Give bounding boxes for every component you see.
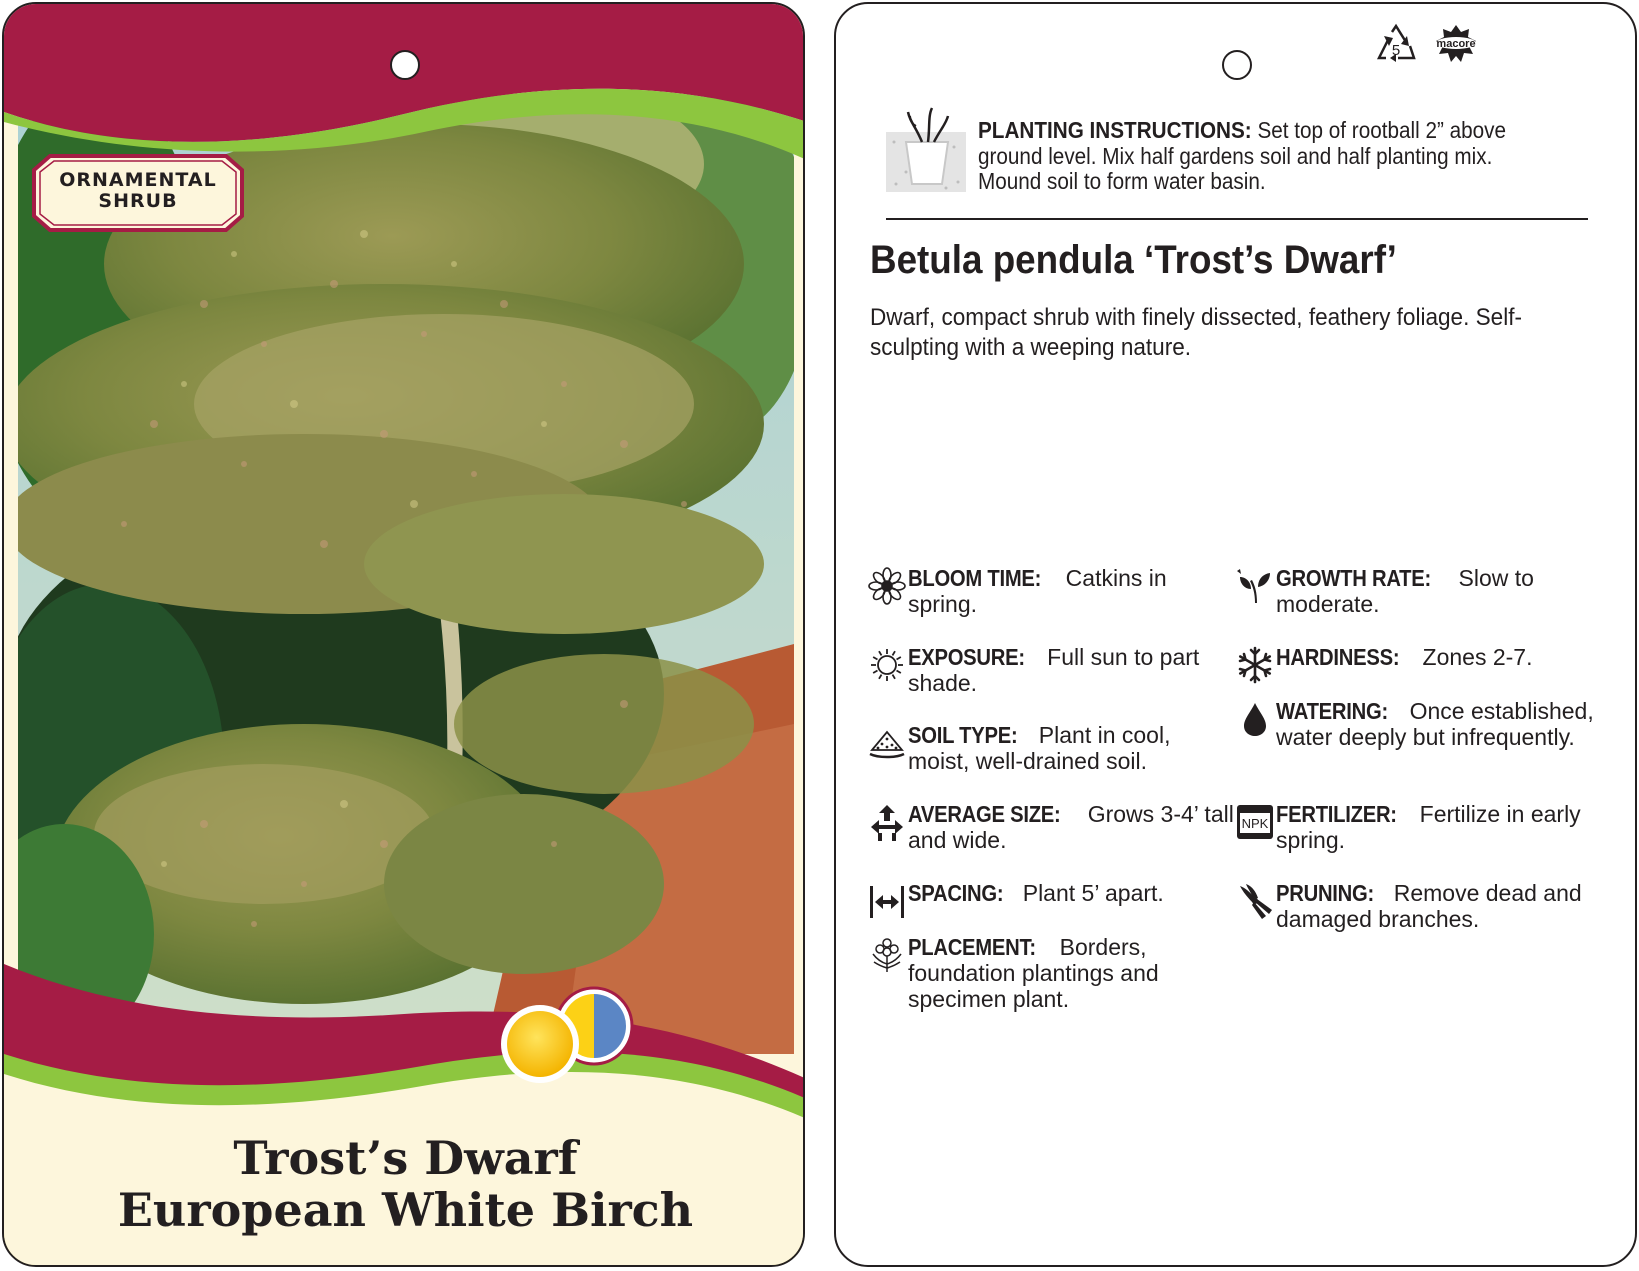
attribute-soil-type bbox=[908, 722, 1238, 774]
brand-logo-text: macore bbox=[1436, 38, 1476, 50]
size-icon bbox=[868, 803, 906, 841]
npk-icon bbox=[1236, 803, 1274, 841]
category-badge-text bbox=[34, 170, 242, 212]
attribute-bloom-time bbox=[908, 565, 1238, 617]
sun-icon bbox=[501, 1005, 579, 1083]
badge-line-1: ORNAMENTAL bbox=[59, 169, 217, 191]
attribute-pruning bbox=[1276, 880, 1606, 932]
spacing-icon bbox=[868, 882, 906, 920]
soil-icon bbox=[868, 724, 906, 762]
attribute-label: SPACING: bbox=[908, 880, 1004, 906]
recycle-number: 5 bbox=[1391, 42, 1401, 59]
snowflake-icon bbox=[1236, 646, 1274, 684]
attribute-watering bbox=[1276, 698, 1606, 750]
attribute-value: Zones 2-7. bbox=[1416, 644, 1533, 670]
attribute-exposure bbox=[908, 644, 1238, 696]
attribute-average-size bbox=[908, 801, 1238, 853]
hang-hole bbox=[390, 50, 420, 80]
placement-icon bbox=[868, 936, 906, 974]
divider bbox=[886, 218, 1588, 220]
attribute-value: Once established, water deeply but infrequently. bbox=[1276, 698, 1594, 750]
attribute-value: Fertilize in early spring. bbox=[1276, 801, 1581, 853]
attribute-value: Catkins in spring. bbox=[908, 565, 1167, 617]
planting-instructions-label: PLANTING INSTRUCTIONS: bbox=[978, 117, 1252, 143]
common-name-line-1: Trost’s Dwarf bbox=[233, 1131, 578, 1185]
attribute-label: BLOOM TIME: bbox=[908, 565, 1042, 591]
attribute-spacing bbox=[908, 880, 1238, 906]
planting-instructions-text: Set top of rootball 2” above ground level. Mix half gardens soil and half planting mix. Mound soil to form water basin. bbox=[978, 117, 1507, 194]
attribute-label: SOIL TYPE: bbox=[908, 722, 1018, 748]
sun-icon bbox=[868, 646, 906, 684]
hang-hole bbox=[1222, 50, 1252, 80]
botanical-name: Betula pendula ‘Trost’s Dwarf’ bbox=[870, 238, 1397, 282]
attribute-label: PRUNING: bbox=[1276, 880, 1374, 906]
growth-icon bbox=[1236, 567, 1274, 605]
attribute-placement bbox=[908, 934, 1238, 1012]
plant-description: Dwarf, compact shrub with finely dissected, feathery foliage. Self-sculpting with a weeping nature. bbox=[870, 304, 1523, 361]
attribute-value: Plant 5’ apart. bbox=[1016, 880, 1164, 906]
attribute-label: PLACEMENT: bbox=[908, 934, 1036, 960]
attribute-fertilizer bbox=[1276, 801, 1606, 853]
attribute-label: AVERAGE SIZE: bbox=[908, 801, 1061, 827]
attribute-label: GROWTH RATE: bbox=[1276, 565, 1431, 591]
attribute-label: EXPOSURE: bbox=[908, 644, 1025, 670]
attribute-label: HARDINESS: bbox=[1276, 644, 1400, 670]
potted-plant-icon bbox=[886, 102, 966, 196]
badge-line-2: SHRUB bbox=[98, 190, 178, 212]
attribute-value: Borders, foundation plantings and specimen plant. bbox=[908, 934, 1159, 1012]
back-tag bbox=[834, 2, 1637, 1267]
attribute-label: FERTILIZER: bbox=[1276, 801, 1397, 827]
attribute-value: Grows 3-4’ tall and wide. bbox=[908, 801, 1234, 853]
flower-icon bbox=[868, 567, 906, 605]
attribute-value: Plant in cool, moist, well-drained soil. bbox=[908, 722, 1171, 774]
pruners-icon bbox=[1236, 882, 1274, 920]
attribute-hardiness bbox=[1276, 644, 1606, 670]
common-name-line-2: European White Birch bbox=[117, 1183, 694, 1237]
front-tag bbox=[2, 2, 805, 1267]
attribute-growth-rate bbox=[1276, 565, 1606, 617]
attribute-label: WATERING: bbox=[1276, 698, 1388, 724]
water-drop-icon bbox=[1236, 700, 1274, 738]
attribute-value: Slow to moderate. bbox=[1276, 565, 1534, 617]
planting-instructions bbox=[978, 118, 1536, 195]
npk-icon-text: NPK bbox=[1241, 816, 1269, 831]
attribute-value: Full sun to part shade. bbox=[908, 644, 1200, 696]
recycle-logo bbox=[1376, 22, 1486, 68]
attribute-value: Remove dead and damaged branches. bbox=[1276, 880, 1582, 932]
